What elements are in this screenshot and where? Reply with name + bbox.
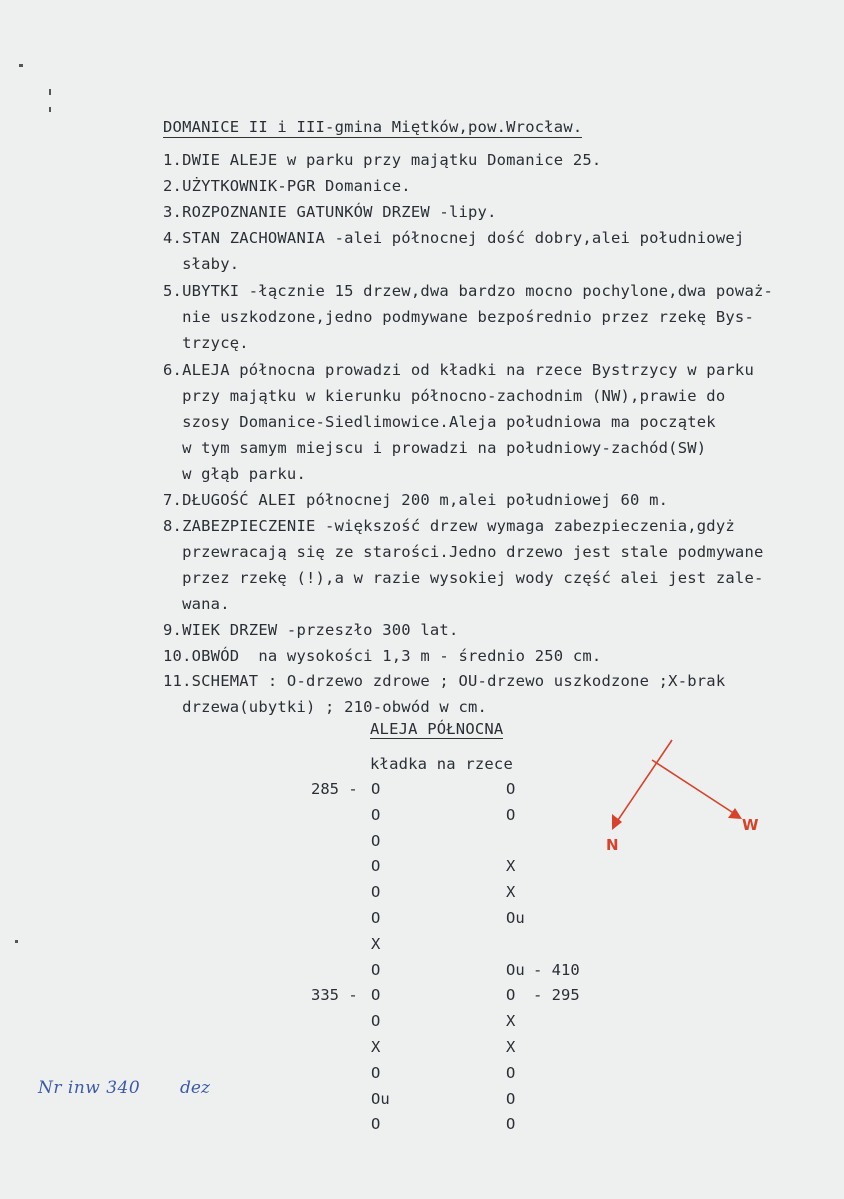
tree-right: O [506,986,516,1005]
tree-left: O [371,1115,381,1134]
item-line: szosy Domanice-Siedlimowice.Aleja południowa ma początek [163,413,716,431]
tree-left: X [371,1038,381,1056]
tree-right: X [506,1038,516,1056]
tree-left: O [371,960,381,979]
row-left-marker: 285 - [311,780,358,798]
tree-right: X [506,1012,516,1031]
margin-mark [49,89,51,95]
item-line: 9.WIEK DRZEW -przeszło 300 lat. [163,621,459,639]
tree-left: O [371,1063,381,1082]
handwritten-initials: dez [180,1078,210,1098]
item-line: trzycę. [163,334,249,352]
arrow-north-label: N [606,836,619,854]
tree-left: O [371,909,381,927]
item-line: przez rzekę (!),a w razie wysokiej wody część alei jest zale- [163,569,764,587]
item-line: 4.STAN ZACHOWANIA -alei północnej dość dobry,alei południowej [163,229,745,247]
item-line: przy majątku w kierunku północno-zachodnim (NW),prawie do [163,387,726,405]
tree-right: O [506,780,516,798]
schema-heading: ALEJA PÓŁNOCNA [370,720,504,738]
tree-left: O [371,883,381,902]
tree-left: Ou [371,1089,390,1108]
tree-right: O [506,805,516,824]
row-right-marker: - 410 [533,960,580,979]
item-line: 7.DŁUGOŚĆ ALEI północnej 200 m,alei południowej 60 m. [163,491,669,509]
item-line: słaby. [163,255,240,273]
tree-right: X [506,883,516,902]
arrow-west-label: W [742,816,759,834]
margin-mark [15,940,18,943]
tree-right: Ou [506,909,525,927]
tree-left: O [371,805,381,824]
item-line: przewracają się ze starości.Jedno drzewo jest stale podmywane [163,543,764,561]
item-line: 8.ZABEZPIECZENIE -większość drzew wymaga zabezpieczenia,gdyż [163,517,735,535]
document-title: DOMANICE II i III-gmina Miętków,pow.Wrocław. [163,118,583,136]
item-line: wana. [163,595,230,613]
tree-left: X [371,934,381,953]
item-line: drzewa(ubytki) ; 210-obwód w cm. [163,698,488,716]
schema-subheading: kładka na rzece [370,755,513,773]
item-line: 10.OBWÓD na wysokości 1,3 m - średnio 250 cm. [163,647,602,665]
arrow-west-line [652,760,738,816]
item-line: 3.ROZPOZNANIE GATUNKÓW DRZEW -lipy. [163,203,497,221]
tree-right: O [506,1089,516,1108]
tree-left: O [371,831,381,850]
compass-arrows [590,730,790,860]
item-line: 2.UŻYTKOWNIK-PGR Domanice. [163,177,411,195]
item-line: 11.SCHEMAT : O-drzewo zdrowe ; OU-drzewo uszkodzone ;X-brak [163,672,726,690]
tree-right: Ou [506,960,525,979]
tree-left: O [371,857,381,876]
tree-right: O [506,1063,516,1082]
margin-mark [49,107,51,112]
item-line: 5.UBYTKI -łącznie 15 drzew,dwa bardzo mocno pochylone,dwa poważ- [163,282,774,300]
tree-left: O [371,780,381,798]
tree-right: O [506,1115,516,1134]
handwritten-inventory-note: Nr inw 340 [38,1078,141,1098]
row-left-marker: 335 - [311,986,358,1005]
tree-left: O [371,986,381,1005]
margin-mark [19,64,23,67]
tree-left: O [371,1012,381,1031]
item-line: w tym samym miejscu i prowadzi na południowy-zachód(SW) [163,439,707,457]
item-line: nie uszkodzone,jedno podmywane bezpośrednio przez rzekę Bys- [163,308,754,326]
arrow-north-line [614,740,672,826]
item-line: 6.ALEJA północna prowadzi od kładki na rzece Bystrzycy w parku [163,361,754,379]
item-line: 1.DWIE ALEJE w parku przy majątku Domanice 25. [163,151,602,169]
row-right-marker: - 295 [533,986,580,1005]
tree-right: X [506,857,516,876]
arrow-west-head [728,808,742,819]
item-line: w głąb parku. [163,465,306,483]
